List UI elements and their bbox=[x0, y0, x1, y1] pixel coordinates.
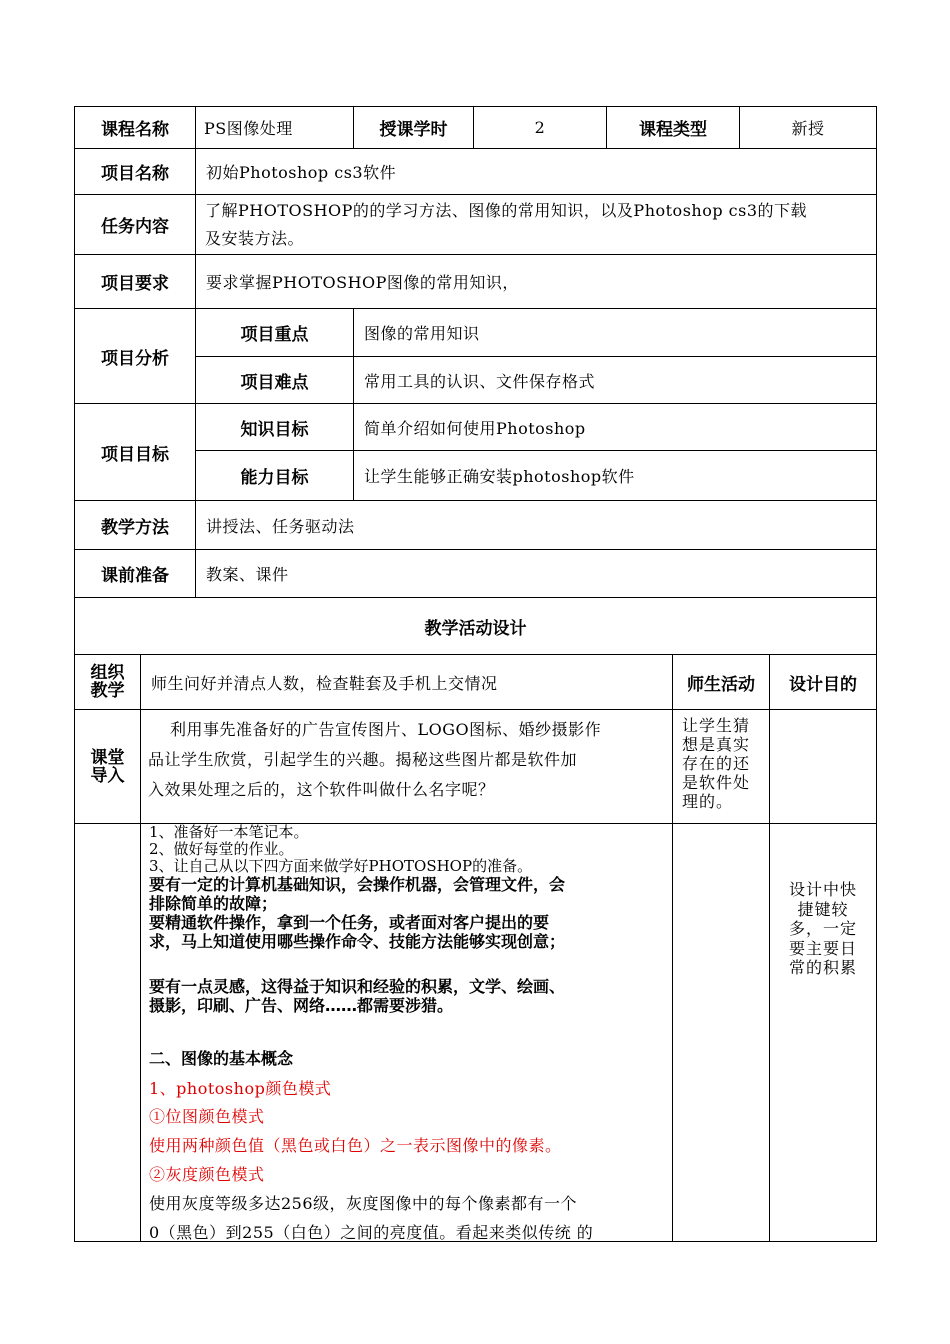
purpose-header: 设计目的 bbox=[789, 674, 857, 695]
knowledge-goal-value: 简单介绍如何使用Photoshop bbox=[364, 418, 586, 438]
org-label-line-1: 组织 bbox=[90, 663, 125, 683]
course-type-value: 新授 bbox=[791, 119, 825, 138]
bold-line: 排除简单的故障； bbox=[149, 894, 278, 913]
course-name-value: PS图像处理 bbox=[204, 119, 293, 138]
course-type-label: 课程类型 bbox=[639, 120, 707, 140]
bold-line: 要有一点灵感，这得益于知识和经验的积累，文学、绘画、 bbox=[149, 977, 566, 996]
hours-label: 授课学时 bbox=[379, 120, 448, 140]
prep-label: 课前准备 bbox=[101, 566, 169, 586]
intro-activity-line: 理的。 bbox=[682, 792, 734, 811]
list-item: 2、做好每堂的作业。 bbox=[149, 840, 294, 858]
org-text: 师生问好并清点人数，检查鞋套及手机上交情况 bbox=[151, 673, 498, 693]
ability-goal-value: 让学生能够正确安装photoshop软件 bbox=[364, 467, 635, 486]
section-heading: 二、图像的基本概念 bbox=[149, 1049, 294, 1068]
color-mode-heading: 1、photoshop颜色模式 bbox=[149, 1079, 332, 1098]
task-label: 任务内容 bbox=[101, 217, 169, 237]
gray-description-2: 0（黑色）到255（白色）之间的亮度值。看起来类似传统 的 bbox=[149, 1223, 594, 1242]
list-item: 1、准备好一本笔记本。 bbox=[149, 823, 309, 841]
activity-header: 师生活动 bbox=[687, 674, 755, 695]
bitmap-heading: ①位图颜色模式 bbox=[149, 1107, 265, 1126]
list-item: 3、让自己从以下四方面来做学好PHOTOSHOP的准备。 bbox=[149, 857, 533, 875]
task-line-1: 了解PHOTOSHOP的的学习方法、图像的常用知识，以及Photoshop cs3的下载 bbox=[205, 201, 808, 220]
bold-line: 要有一定的计算机基础知识，会操作机器，会管理文件，会 bbox=[149, 875, 566, 894]
bold-line: 求，马上知道使用哪些操作命令、技能方法能够实现创意； bbox=[149, 932, 566, 951]
purpose-line: 捷键较 bbox=[797, 899, 849, 919]
intro-text bbox=[148, 715, 670, 805]
purpose-line: 多，一定 bbox=[788, 919, 857, 938]
intro-line-1: 利用事先准备好的广告宣传图片、LOGO图标、婚纱摄影作 bbox=[170, 720, 602, 739]
bold-line: 要精通软件操作，拿到一个任务，或者面对客户提出的要 bbox=[149, 913, 550, 932]
purpose-line: 设计中快 bbox=[788, 880, 857, 899]
method-label: 教学方法 bbox=[101, 517, 169, 538]
bitmap-description: 使用两种颜色值（黑色或白色）之一表示图像中的像素。 bbox=[149, 1136, 562, 1155]
design-title: 教学活动设计 bbox=[424, 618, 527, 639]
knowledge-goal-label: 知识目标 bbox=[240, 419, 309, 440]
bold-line: 摄影，印刷、广告、网络……都需要涉猎。 bbox=[149, 996, 454, 1015]
purpose-line: 要主要日 bbox=[788, 938, 857, 958]
purpose-line: 常的积累 bbox=[788, 958, 857, 977]
difficulty-value: 常用工具的认识、文件保存格式 bbox=[364, 371, 596, 391]
intro-activity-line: 是软件处 bbox=[682, 773, 751, 792]
requirement-label: 项目要求 bbox=[101, 274, 169, 294]
prep-value: 教案、课件 bbox=[206, 565, 289, 584]
project-name-value: 初始Photoshop cs3软件 bbox=[206, 163, 397, 182]
intro-activity-line: 让学生猜 bbox=[682, 716, 751, 735]
gray-description-1: 使用灰度等级多达256级，灰度图像中的每个像素都有一个 bbox=[149, 1194, 578, 1213]
method-value: 讲授法、任务驱动法 bbox=[206, 516, 355, 536]
goals-label: 项目目标 bbox=[101, 444, 169, 465]
org-label bbox=[75, 655, 140, 709]
ability-goal-label: 能力目标 bbox=[240, 468, 309, 488]
intro-label bbox=[75, 710, 140, 823]
task-content bbox=[205, 197, 875, 253]
lesson-body bbox=[149, 824, 670, 1015]
difficulty-label: 项目难点 bbox=[240, 372, 309, 393]
intro-line-2: 品让学生欣赏，引起学生的兴趣。揭秘这些图片都是软件加 bbox=[148, 750, 578, 769]
key-point-label: 项目重点 bbox=[240, 325, 309, 345]
hours-value: 2 bbox=[534, 118, 546, 137]
intro-activity-line: 想是真实 bbox=[682, 735, 751, 754]
intro-label-line-1: 课堂 bbox=[90, 747, 125, 768]
course-name-label: 课程名称 bbox=[101, 120, 169, 140]
analysis-label: 项目分析 bbox=[101, 348, 169, 369]
project-name-label: 项目名称 bbox=[101, 164, 169, 184]
requirement-value: 要求掌握PHOTOSHOP图像的常用知识， bbox=[206, 273, 519, 292]
design-purpose bbox=[771, 880, 875, 978]
intro-activity bbox=[682, 716, 768, 811]
gray-heading: ②灰度颜色模式 bbox=[149, 1165, 265, 1184]
org-label-line-2: 教学 bbox=[90, 681, 125, 701]
intro-activity-line: 存在的还 bbox=[682, 754, 751, 773]
intro-label-line-2: 导入 bbox=[90, 765, 125, 786]
key-point-value: 图像的常用知识 bbox=[364, 324, 480, 343]
intro-line-3: 入效果处理之后的，这个软件叫做什么名字呢？ bbox=[148, 780, 495, 799]
task-line-2: 及安装方法。 bbox=[205, 229, 305, 248]
